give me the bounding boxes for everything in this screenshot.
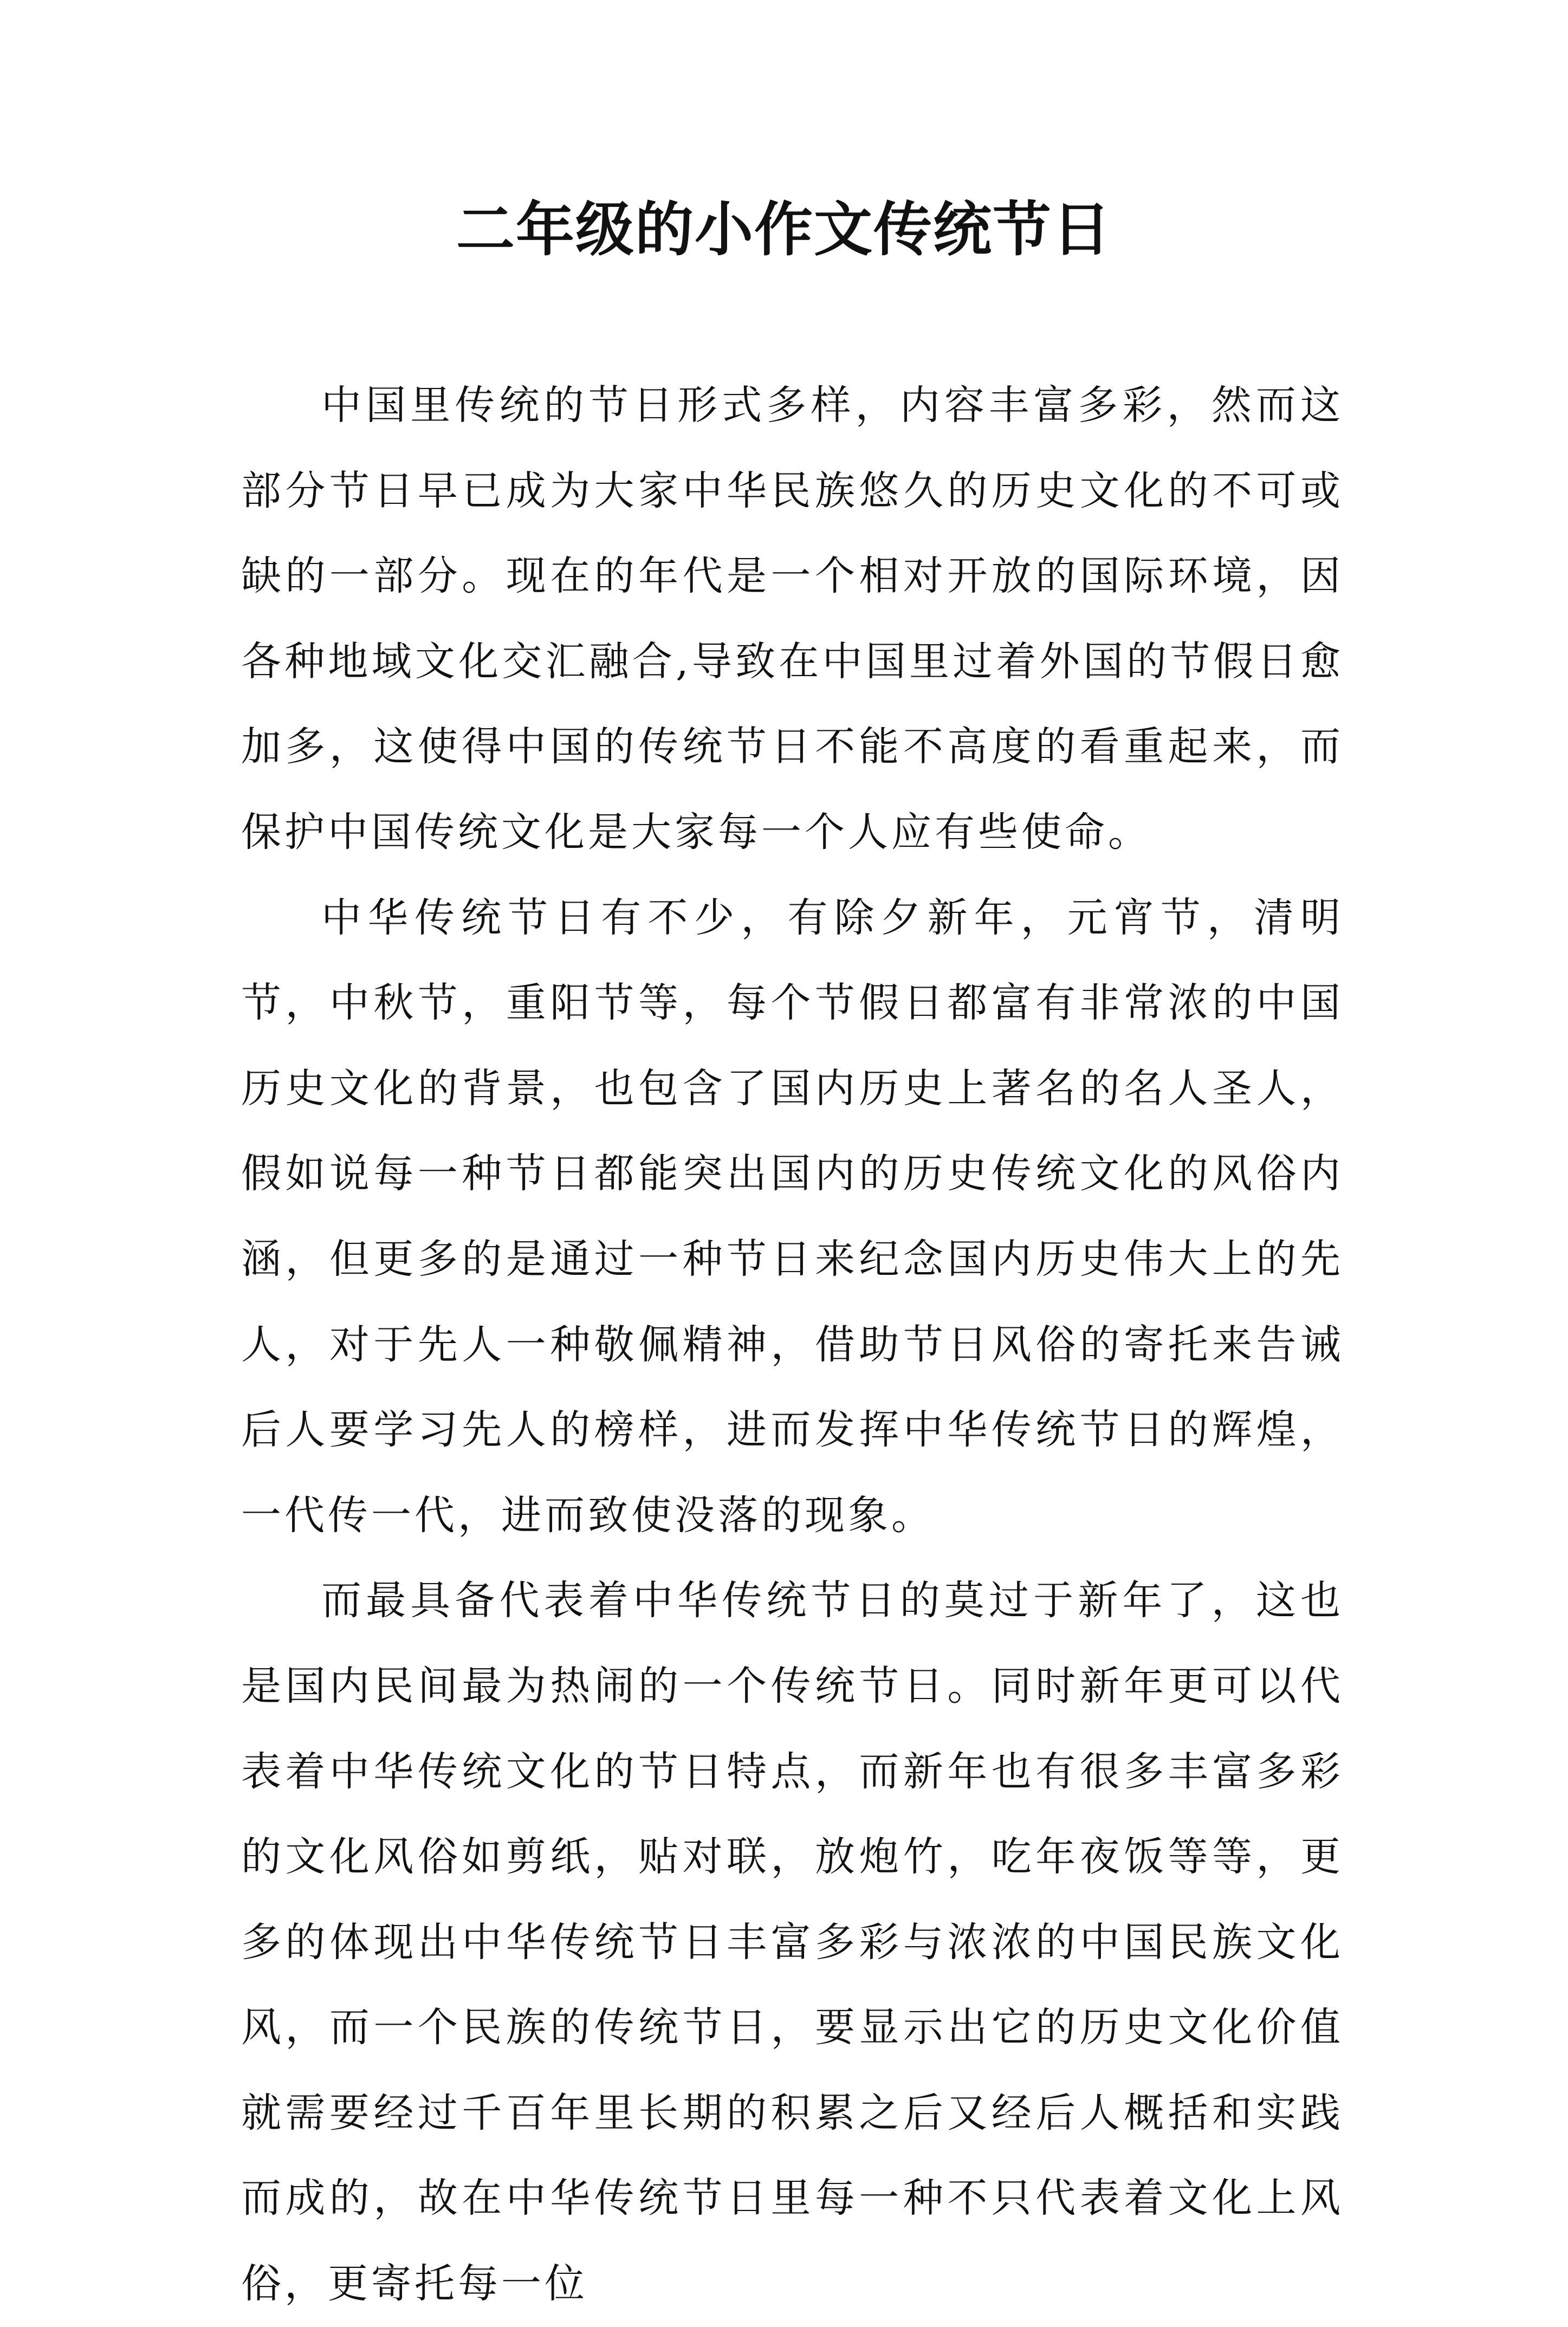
paragraph-2: 中华传统节日有不少，有除夕新年，元宵节，清明节，中秋节，重阳节等，每个节假日都富有非常浓的中国历史文化的背景，也包含了国内历史上著名的名人圣人，假如说每一种节日都能突出国内的历史传统文化的风俗内涵，但更多的是通过一种节日来纪念国内历史伟大上的先人，对于先人一种敬佩精神，借助节日风俗的寄托来告诫后人要学习先人的榜样，进而发挥中华传统节日的辉煌，一代传一代，进而致使没落的现象。 [241,894,1344,1539]
document-body [241,363,1344,2327]
paragraph-1: 中国里传统的节日形式多样，内容丰富多彩，然而这部分节日早已成为大家中华民族悠久的历史文化的不可或缺的一部分。现在的年代是一个相对开放的国际环境，因各种地域文化交汇融合,导致在中国里过着外国的节假日愈加多，这使得中国的传统节日不能不高度的看重起来，而保护中国传统文化是大家每一个人应有些使命。 [241,382,1344,855]
paragraph-3: 而最具备代表着中华传统节日的莫过于新年了，这也是国内民间最为热闹的一个传统节日。同时新年更可以代表着中华传统文化的节日特点，而新年也有很多丰富多彩的文化风俗如剪纸，贴对联，放炮竹，吃年夜饭等等，更多的体现出中华传统节日丰富多彩与浓浓的中国民族文化风，而一个民族的传统节日，要显示出它的历史文化价值就需要经过千百年里长期的积累之后又经后人概括和实践而成的，故在中华传统节日里每一种不只代表着文化上风俗，更寄托每一位 [241,1577,1344,2307]
document-title: 二年级的小作文传统节日 [456,196,1112,264]
